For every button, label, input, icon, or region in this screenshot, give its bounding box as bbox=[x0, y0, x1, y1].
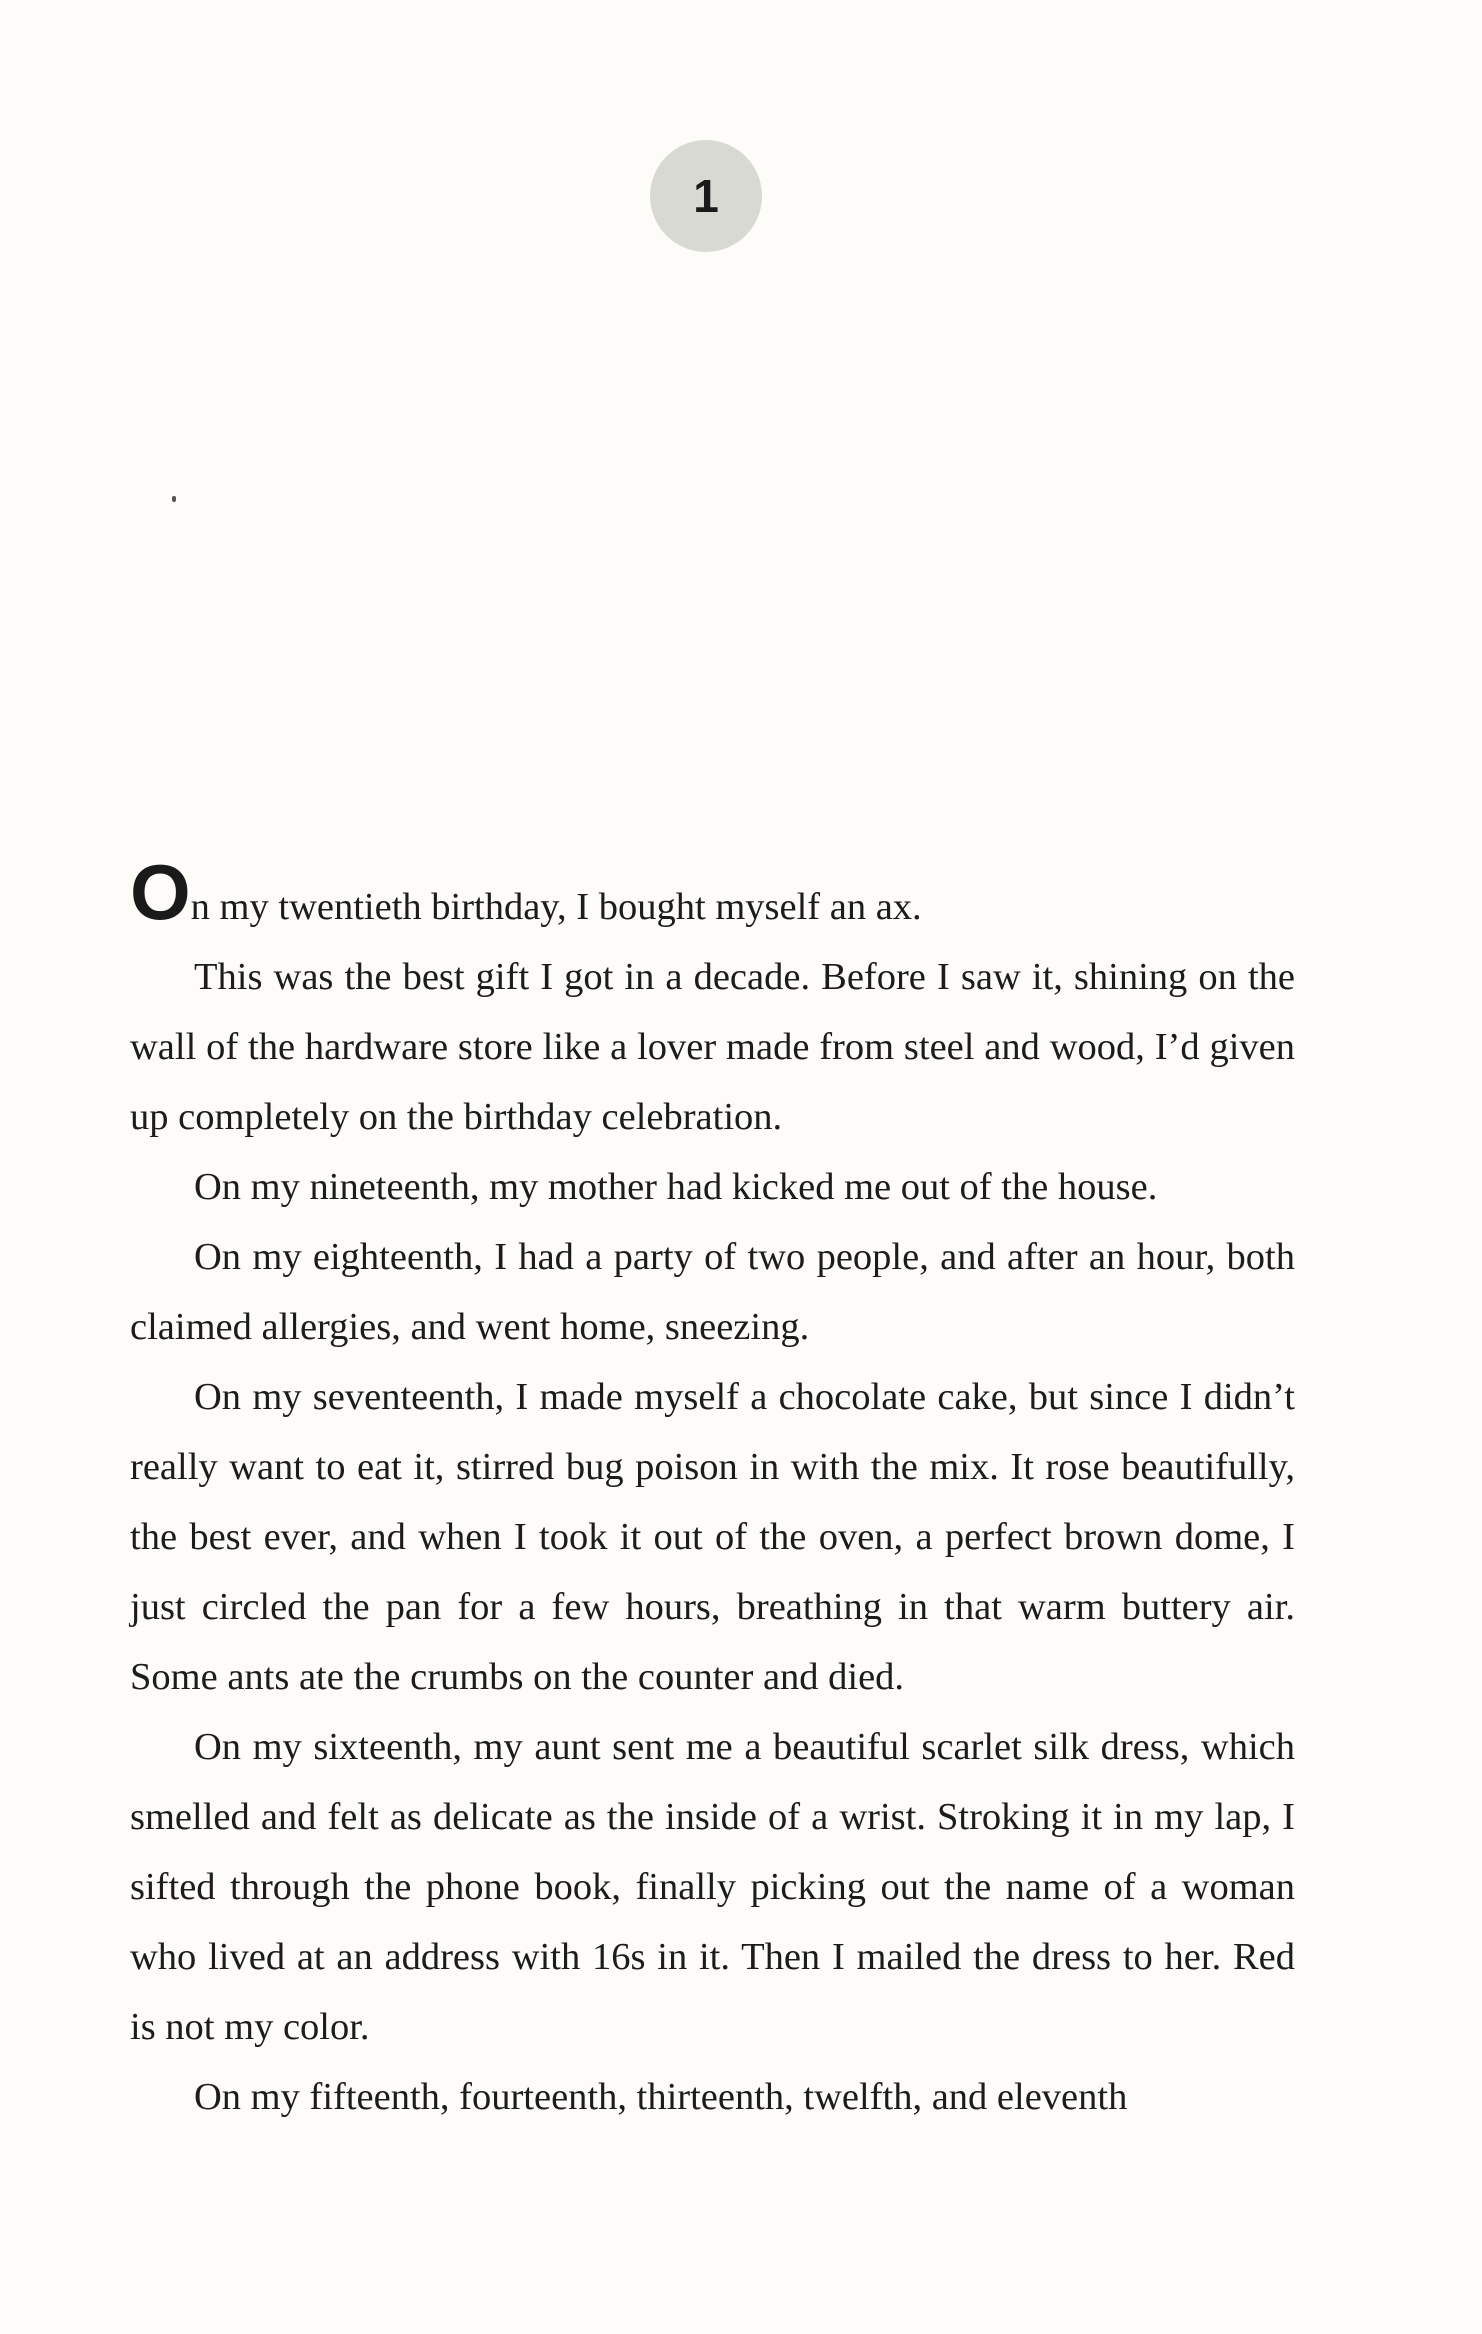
paragraph-fifteenth: On my fifteenth, fourteenth, thirteenth, twelfth, and eleventh bbox=[194, 2076, 1128, 2118]
paragraph-sixteenth: On my sixteenth, my aunt sent me a beautiful scarlet silk dress, which smelled and felt as delicate as the inside of a wrist. Stroking it in my lap, I sifted through the phone book, finally picking out the name of a woman who lived at an address with 16s in it. Then I mailed the dress to her. Red is not my color. bbox=[130, 1726, 1295, 2048]
paragraph-nineteenth: On my nineteenth, my mother had kicked me out of the house. bbox=[194, 1166, 1158, 1208]
print-speck bbox=[172, 496, 176, 502]
chapter-number: 1 bbox=[693, 170, 719, 222]
paragraph-seventeenth: On my seventeenth, I made myself a chocolate cake, but since I didn’t really want to eat it, stirred bug poison in with the mix. It rose beautifully, the best ever, and when I took it out of the oven, a perfect brown dome, I just circled the pan for a few hours, breathing in that warm buttery air. Some ants ate the crumbs on the counter and died. bbox=[130, 1376, 1295, 1698]
chapter-number-badge bbox=[650, 140, 762, 252]
drop-cap: O bbox=[130, 848, 191, 936]
opening-line: n my twentieth birthday, I bought myself an ax. bbox=[190, 886, 922, 928]
opening-paragraph bbox=[130, 848, 1295, 942]
paragraph-eighteenth: On my eighteenth, I had a party of two people, and after an hour, both claimed allergies, and went home, sneezing. bbox=[130, 1236, 1295, 1348]
paragraph-best-gift: This was the best gift I got in a decade. Before I saw it, shining on the wall of the hardware store like a lover made from steel and wood, I’d given up completely on the birthday celebration. bbox=[130, 956, 1295, 1138]
chapter-body-text bbox=[130, 848, 1295, 2132]
